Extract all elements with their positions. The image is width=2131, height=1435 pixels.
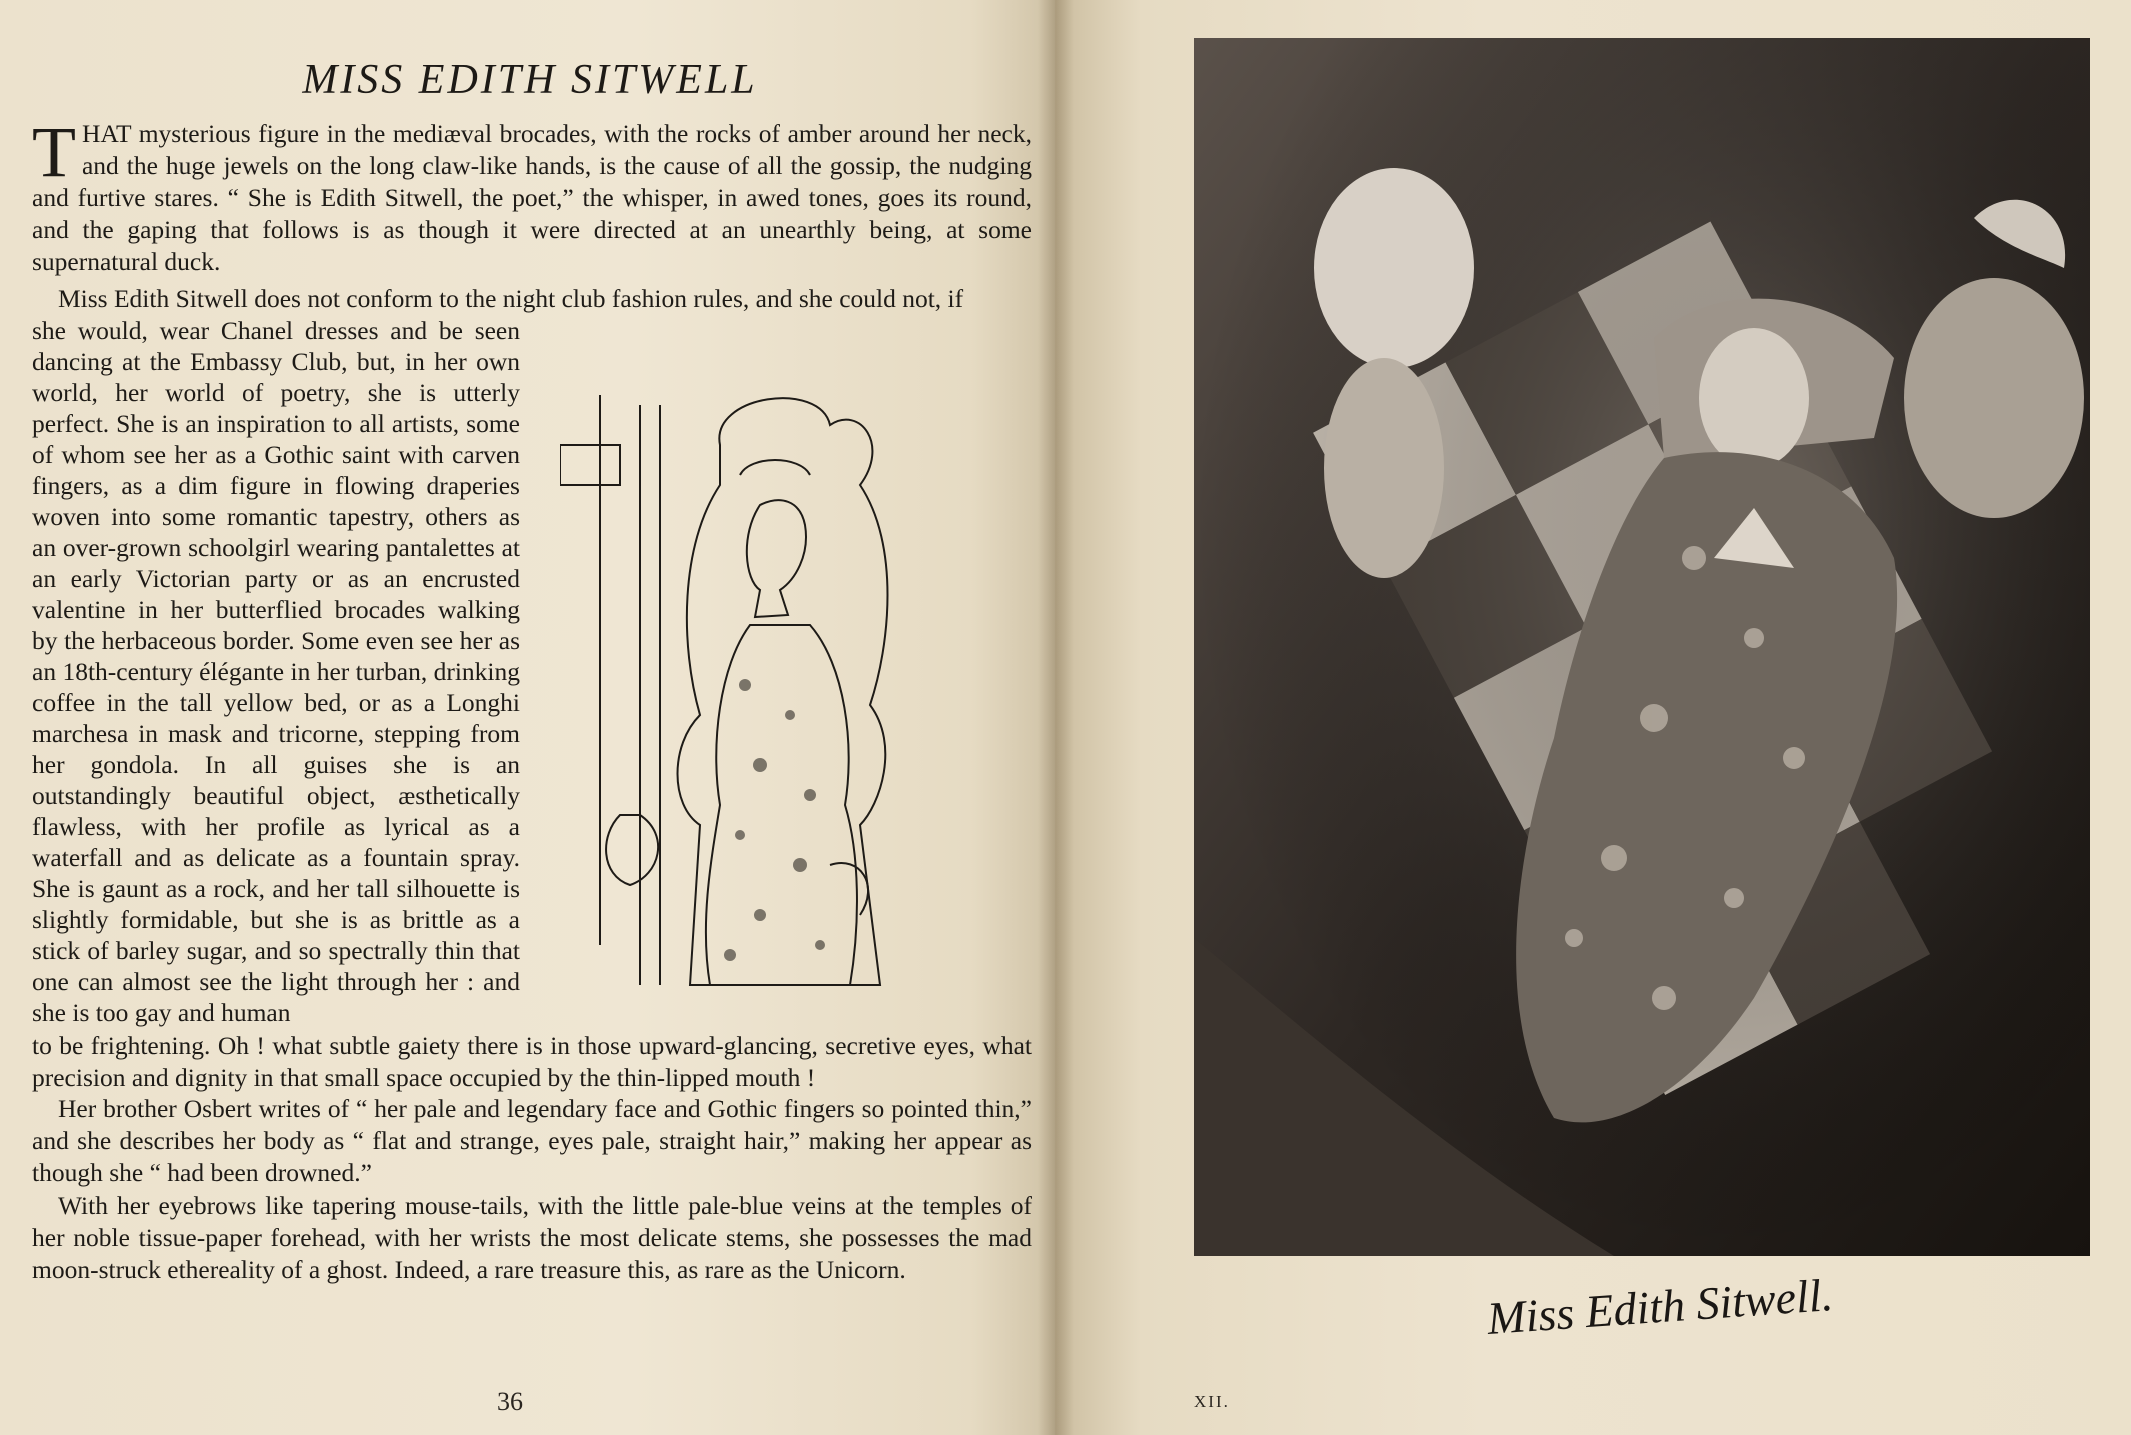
paragraph-2-wrapped-column: she would, wear Chanel dresses and be seen dancing at the Embassy Club, but, in her own world, her world of poetry, she is utterly perfect. She is an inspiration to all artists, some of whom see her as a Gothic saint with carven fingers, as a dim figure in flowing draperies woven into some romantic tapestry, others as an over-grown schoolgirl wearing pantalettes at an early Victorian party or as an encrusted valentine in her butterflied brocades walking by the herbaceous border. Some even see her as an 18th-century élégante in her turban, drinking coffee in the tall yellow bed, or as a Longhi marchesa in mask and tricorne, stepping from her gondola. In all guises she is an outstandingly beautiful object, æsthetically flawless, with her profile as lyrical as a waterfall and as delicate as a fountain spray. She is gaunt as a rock, and her tall silhouette is slightly formidable, but she is as brittle as a stick of barley sugar, and so spectrally thin that one can almost see the light through her : and she is too gay and human <box>32 316 520 1027</box>
sitwell-line-drawing <box>560 385 1000 1010</box>
paragraph-2-lead: Miss Edith Sitwell does not conform to the night club fashion rules, and she could not, if <box>58 284 964 313</box>
page-number: 36 <box>497 1387 523 1416</box>
drawing-capital <box>560 445 620 485</box>
portrait-photograph <box>1194 38 2090 1256</box>
drawing-figure-dress <box>706 625 857 985</box>
book-gutter <box>1038 0 1074 1435</box>
drawing-armrest <box>606 815 658 885</box>
cherub-statue-left <box>1314 168 1474 368</box>
drawing-chair-crest <box>740 460 810 475</box>
paragraph-2-tail: to be frightening. Oh ! what subtle gaiety there is in those upward-glancing, secretive eyes, what precision and dignity in that small space occupied by the thin-lipped mouth ! <box>32 1031 1032 1092</box>
drawing-figure-head <box>747 500 806 617</box>
sitter-face <box>1699 328 1809 468</box>
drop-cap: T <box>32 112 76 192</box>
photo-scene <box>1194 38 2090 1256</box>
photo-caption: Miss Edith Sitwell. <box>1485 1268 1835 1345</box>
paragraph-1-text: HAT mysterious figure in the mediæval brocades, with the rocks of amber around her neck, and the huge jewels on the long claw-like hands, is the cause of all the gossip, the nudging and furtive stares. “ She is Edith Sitwell, the poet,” the whisper, in awed tones, goes its round, and the gaping that follows is as though it were directed at an unearthly being, at some supernatural duck. <box>32 119 1032 276</box>
chapter-title: MISS EDITH SITWELL <box>302 57 758 103</box>
drawing-right-scroll <box>830 863 868 915</box>
plate-number: XII. <box>1194 1392 1230 1411</box>
paragraph-1 <box>32 112 1032 278</box>
cherub-statue-right <box>1904 278 2084 518</box>
paragraph-4: With her eyebrows like tapering mouse-tails, with the little pale-blue veins at the temples of her noble tissue-paper forehead, with her wrists the most delicate stems, she possesses the mad moon-struck ethereality of a ghost. Indeed, a rare treasure this, as rare as the Unicorn. <box>32 1191 1032 1284</box>
paragraph-3: Her brother Osbert writes of “ her pale and legendary face and Gothic fingers so pointed thin,” and she describes her body as “ flat and strange, eyes pale, straight hair,” making her appear as though she “ had been drowned.” <box>32 1094 1032 1187</box>
